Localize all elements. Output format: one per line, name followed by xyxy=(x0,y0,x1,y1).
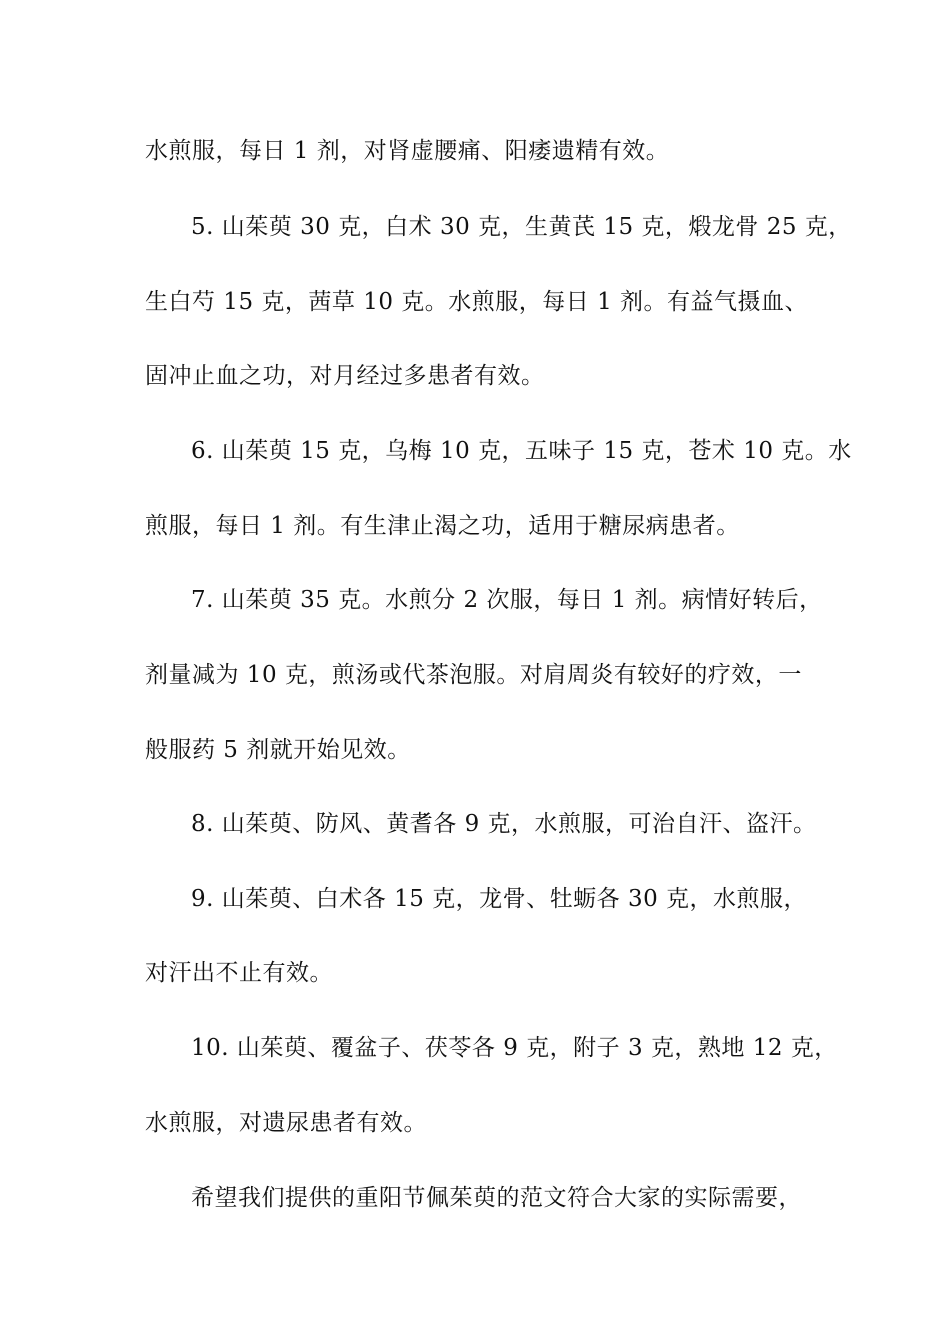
text-line: 5. 山茱萸 30 克，白术 30 克，生黄芪 15 克，煅龙骨 25 克， xyxy=(191,214,852,240)
text-line: 对汗出不止有效。 xyxy=(145,960,333,986)
text-line: 7. 山茱萸 35 克。水煎分 2 次服，每日 1 剂。病情好转后， xyxy=(191,587,823,613)
text-line: 8. 山茱萸、防风、黄耆各 9 克，水煎服，可治自汗、盗汗。 xyxy=(191,811,817,837)
text-line: 般服药 5 剂就开始见效。 xyxy=(145,737,411,763)
text-line: 剂量减为 10 克，煎汤或代茶泡服。对肩周炎有较好的疗效，一 xyxy=(145,662,802,688)
text-line: 煎服，每日 1 剂。有生津止渴之功，适用于糖尿病患者。 xyxy=(145,513,740,539)
text-line: 希望我们提供的重阳节佩茱萸的范文符合大家的实际需要， xyxy=(191,1185,802,1211)
text-line: 水煎服，每日 1 剂，对肾虚腰痛、阳痿遗精有效。 xyxy=(145,138,670,164)
text-line: 10. 山茱萸、覆盆子、茯苓各 9 克，附子 3 克，熟地 12 克， xyxy=(191,1035,838,1061)
text-line: 生白芍 15 克，茜草 10 克。水煎服，每日 1 剂。有益气摄血、 xyxy=(145,289,809,315)
text-line: 固冲止血之功，对月经过多患者有效。 xyxy=(145,363,545,389)
text-line: 6. 山茱萸 15 克，乌梅 10 克，五味子 15 克，苍术 10 克。水 xyxy=(191,438,852,464)
text-line: 9. 山茱萸、白术各 15 克，龙骨、牡蛎各 30 克，水煎服， xyxy=(191,886,808,912)
text-line: 水煎服，对遗尿患者有效。 xyxy=(145,1110,427,1136)
